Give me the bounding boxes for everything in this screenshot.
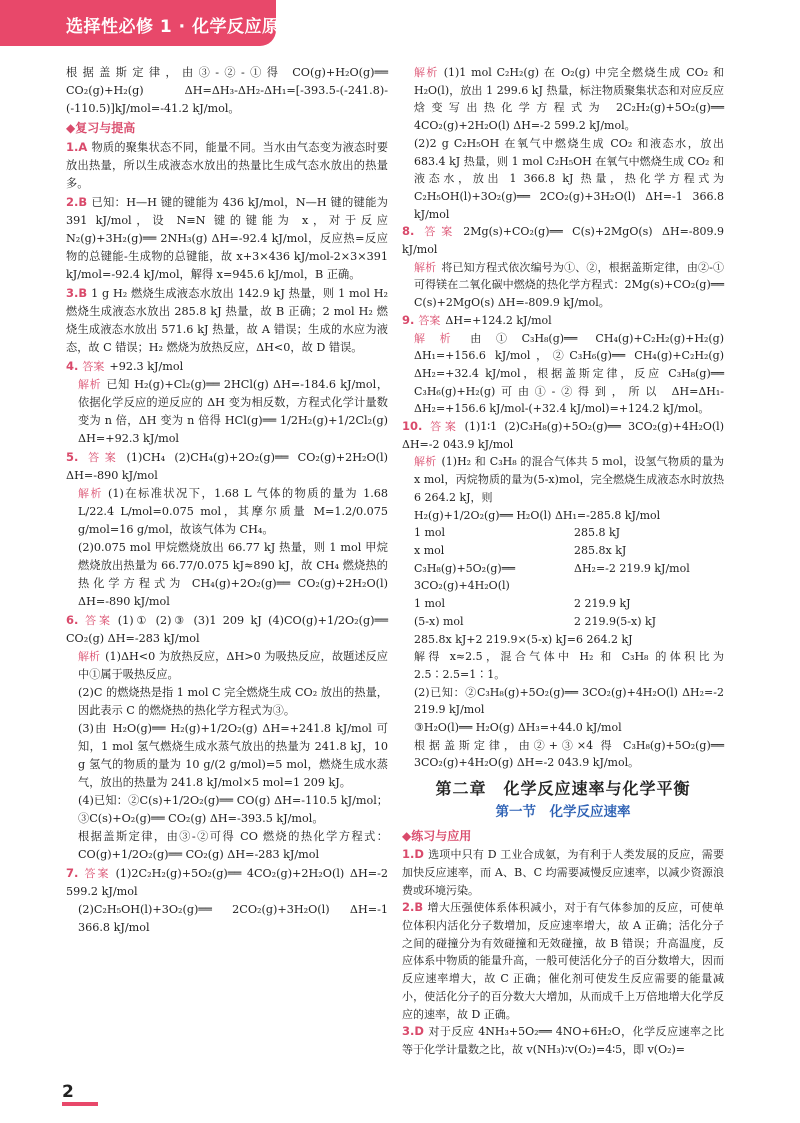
answer-label: 答案 xyxy=(418,313,441,327)
paragraph xyxy=(402,631,724,649)
paragraph-text: 解得 x≈2.5，混合气体中 H₂ 和 C₃H₈ 的体积比为 2.5∶2.5=1∶1。 xyxy=(414,650,724,681)
item-text: 由①C₃H₈(g)══ CH₄(g)+C₂H₂(g)+H₂(g) ΔH₁=+156.6 kJ/mol，②C₃H₆(g)══ CH₄(g)+C₂H₂(g) ΔH₂=+32.4 kJ/mol，根据盖斯定律，反应 C₃H₈(g)══ C₃H₆(g)+H₂(g)可由①-②得到，所以 ΔH=ΔH₁-ΔH₂=+156.6 kJ/mol-(+32.4 kJ/mol)=+124.2 kJ/mol。 xyxy=(414,331,724,416)
item-number: 3.B xyxy=(66,286,88,300)
item-text: +92.3 kJ/mol xyxy=(109,360,184,373)
analysis-label: 解析 xyxy=(414,260,437,274)
calc-right: ΔH₂=-2 219.9 kJ/mol xyxy=(574,561,690,575)
paragraph xyxy=(66,720,388,792)
item-number: 6. xyxy=(66,613,79,627)
item-number: 7. xyxy=(66,866,79,880)
analysis-label: 解析 xyxy=(414,455,437,469)
item-text: (1)① (2)③ (3)1 209 kJ (4)CO(g)+1/2O₂(g)══ CO₂(g) ΔH=-283 kJ/mol xyxy=(66,614,389,645)
answer-label: 答案 xyxy=(82,451,122,464)
section-heading: ◆复习与提高 xyxy=(66,121,136,135)
item-number: 10. xyxy=(402,419,423,434)
answer-label: 答案 xyxy=(418,225,459,239)
left-column xyxy=(66,64,388,937)
answer-item xyxy=(66,193,388,284)
paragraph-text: (2)C 的燃烧热是指 1 mol C 完全燃烧生成 CO₂ 放出的热量，因此表示 C 的燃烧热的热化学方程式为③。 xyxy=(78,686,388,717)
analysis-item xyxy=(402,330,724,419)
calc-left: 1 mol xyxy=(414,526,446,540)
answer-item xyxy=(402,899,724,1023)
paragraph xyxy=(402,684,724,719)
header-bar xyxy=(0,0,298,46)
item-text: 选项中只有 D 工业合成氨，为有利于人类发展的反应，需要加快反应速率，而 A、B、C 均需要减慢反应速率，以减少资源浪费或环境污染。 xyxy=(402,848,724,897)
section-heading: ◆练习与应用 xyxy=(402,828,472,843)
item-text: (1)1 mol C₂H₂(g) 在 O₂(g) 中完全燃烧生成 CO₂ 和 H₂O(l)，放出 1 299.6 kJ 热量，标注物质聚集状态和对应反应焓变写出热化学方程式为 2C₂H₂(g)+5O₂(g)══ 4CO₂(g)+2H₂O(l) ΔH=-2 599.2 kJ/mol。 xyxy=(414,66,725,133)
paragraph xyxy=(402,135,724,224)
analysis-label: 解析 xyxy=(78,378,102,391)
answer-item xyxy=(66,448,388,485)
item-text: (1)CH₄ (2)CH₄(g)+2O₂(g)══ CO₂(g)+2H₂O(l) ΔH=-890 kJ/mol xyxy=(66,451,388,482)
item-number: 5. xyxy=(66,450,79,464)
calc-left: 1 mol xyxy=(414,597,446,611)
calc-right: 2 219.9 kJ xyxy=(574,597,631,611)
analysis-item xyxy=(66,485,388,539)
answer-item xyxy=(66,864,388,901)
section-title: 第一节 化学反应速率 xyxy=(495,803,631,820)
item-number: 2.B xyxy=(402,900,424,915)
paragraph xyxy=(66,792,388,828)
calc-right: 285.8x kJ xyxy=(574,543,627,557)
answer-item xyxy=(402,418,724,453)
answer-item xyxy=(402,223,724,258)
calc-row xyxy=(402,542,724,560)
item-text: 已知 H₂(g)+Cl₂(g)══ 2HCl(g) ΔH=-184.6 kJ/mol，依据化学反应的逆反应的 ΔH 变为相反数，方程式化学计量数变为 n 倍，ΔH 变为 n 倍得 HCl(g)══ 1/2H₂(g)+1/2Cl₂(g) ΔH=+92.3 kJ/mol xyxy=(78,378,389,445)
item-text: 1 g H₂ 燃烧生成液态水放出 142.9 kJ 热量，则 1 mol H₂ 燃烧生成液态水放出 285.8 kJ 热量，故 B 正确；2 mol H₂ 燃烧生成液态水放出 571.6 kJ 热量，故 A 错误；生成的水应为液态，故 C 错误；H₂ 燃烧为放热反应，ΔH<0，故 D 错误。 xyxy=(66,287,388,354)
item-number: 1.A xyxy=(66,140,88,154)
paragraph-text: (2)C₂H₅OH(l)+3O₂(g)══ 2CO₂(g)+3H₂O(l) ΔH=-1 366.8 kJ/mol xyxy=(78,903,388,934)
item-text: 将已知方程式依次编号为①、②，根据盖斯定律，由②-①可得镁在二氧化碳中燃烧的热化学方程式：2Mg(s)+CO₂(g)══ C(s)+2MgO(s) ΔH=-809.9 kJ/mol。 xyxy=(414,260,725,310)
analysis-item xyxy=(66,376,388,448)
answer-label: 答案 xyxy=(82,614,113,627)
answer-item xyxy=(402,846,724,899)
chapter-title: 第二章 化学反应速率与化学平衡 xyxy=(435,779,691,799)
paragraph-text: ③H₂O(l)══ H₂O(g) ΔH₃=+44.0 kJ/mol xyxy=(414,721,622,735)
analysis-label: 解析 xyxy=(414,66,439,79)
paragraph xyxy=(66,684,388,720)
item-text: 增大压强使体系体积减小，对于有气体参加的反应，可使单位体积内活化分子数增加，反应速率增大，故 A 正确；活化分子之间的碰撞分为有效碰撞和无效碰撞，故 B 错误；升高温度，反应体系中物质的能量升高，一般可使活化分子的百分数增大，因而反应速率增大，故 C 正确；催化剂可使发生反应需要的能量减小，使活化分子的百分数大大增加，从而成千上万倍地增大化学反应的速率，故 D 正确。 xyxy=(402,901,724,1021)
calc-right: 285.8 kJ xyxy=(574,526,621,540)
calc-right: 2 219.9(5-x) kJ xyxy=(574,614,657,628)
item-text: ΔH=+124.2 kJ/mol xyxy=(445,313,552,327)
answer-label: 答案 xyxy=(426,420,460,434)
paragraph xyxy=(402,648,724,683)
item-text: 2Mg(s)+CO₂(g)══ C(s)+2MgO(s) ΔH=-809.9 kJ/mol xyxy=(402,225,725,257)
paragraph-text: 根据盖斯定律，由②+③×4 得 C₃H₈(g)+5O₂(g)══ 3CO₂(g)+4H₂O(g) ΔH=-2 043.9 kJ/mol。 xyxy=(414,738,724,770)
answer-label: 答案 xyxy=(82,867,111,880)
paragraph-text: 285.8x kJ+2 219.9×(5-x) kJ=6 264.2 kJ xyxy=(414,632,633,646)
item-text: (1)1∶1 (2)C₃H₈(g)+5O₂(g)══ 3CO₂(g)+4H₂O(l) ΔH=-2 043.9 kJ/mol xyxy=(402,420,724,451)
paragraph xyxy=(66,64,388,118)
paragraph-text: (4)已知：②C(s)+1/2O₂(g)══ CO(g) ΔH=-110.5 kJ/mol；③C(s)+O₂(g)══ CO₂(g) ΔH=-393.5 kJ/mol。 xyxy=(78,794,388,825)
item-text: (1)ΔH<0 为放热反应，ΔH>0 为吸热反应，故题述反应中①属于吸热反应。 xyxy=(78,650,388,681)
item-number: 4. xyxy=(66,359,79,373)
paragraph xyxy=(402,507,724,525)
calc-left: (5-x) mol xyxy=(414,614,464,628)
calc-left: C₃H₈(g)+5O₂(g)══ 3CO₂(g)+4H₂O(l) xyxy=(414,561,515,593)
paragraph xyxy=(66,901,388,937)
page-number: 2 xyxy=(62,1082,74,1102)
paragraph xyxy=(402,737,724,772)
paragraph-text: (2)0.075 mol 甲烷燃烧放出 66.77 kJ 热量，则 1 mol 甲烷燃烧放出热量为 66.77/0.075 kJ≈890 kJ，故 CH₄ 燃烧热的热化学方程式为 CH₄(g)+2O₂(g)══ CO₂(g)+2H₂O(l) ΔH=-890 kJ/mol xyxy=(78,541,388,608)
answer-item xyxy=(66,284,388,357)
analysis-item xyxy=(402,259,724,312)
paragraph-text: H₂(g)+1/2O₂(g)══ H₂O(l) ΔH₁=-285.8 kJ/mol xyxy=(414,508,661,522)
analysis-item xyxy=(402,453,724,506)
answer-item xyxy=(402,1023,724,1058)
paragraph xyxy=(66,828,388,864)
item-number: 9. xyxy=(402,312,415,327)
paragraph xyxy=(66,539,388,611)
paragraph-text: (2)已知：②C₃H₈(g)+5O₂(g)══ 3CO₂(g)+4H₂O(l) ΔH₂=-2 219.9 kJ/mol xyxy=(414,685,724,717)
item-text: (1)H₂ 和 C₃H₈ 的混合气体共 5 mol，设氢气物质的量为 x mol，丙烷物质的量为(5-x)mol，完全燃烧生成液态水时放热 6 264.2 kJ，则 xyxy=(414,455,724,504)
item-number: 1.D xyxy=(402,847,424,862)
paragraph-text: 根据盖斯定律，由③-②-①得 CO(g)+H₂O(g)══ CO₂(g)+H₂(g) ΔH=ΔH₃-ΔH₂-ΔH₁=[-393.5-(-241.8)-(-110.5)]kJ/mol=-41.2 kJ/mol。 xyxy=(66,66,388,115)
item-text: 已知：H—H 键的键能为 436 kJ/mol，N—H 键的键能为 391 kJ/mol，设 N≡N 键的键能为 x，对于反应 N₂(g)+3H₂(g)══ 2NH₃(g) ΔH=-92.4 kJ/mol，反应热=反应物的总键能-生成物的总键能，故 x+3×436 kJ/mol-2×3×391 kJ/mol=-92.4 kJ/mol，解得 x=945.6 kJ/mol，B 正确。 xyxy=(66,196,388,281)
item-text: 对于反应 4NH₃+5O₂══ 4NO+6H₂O，化学反应速率之比等于化学计量数之比，故 v(NH₃)∶v(O₂)=4∶5，即 v(O₂)= xyxy=(402,1025,724,1056)
answer-item xyxy=(66,611,388,648)
calc-row xyxy=(402,595,724,613)
paragraph-text: (3)由 H₂O(g)══ H₂(g)+1/2O₂(g) ΔH=+241.8 kJ/mol 可知，1 mol 氢气燃烧生成水蒸气放出的热量为 241.8 kJ，10 g 氢气的物质的量为 10 g/(2 g/mol)=5 mol，燃烧生成水蒸气，放出的热量为 241.8 kJ/mol×5 mol=1 209 kJ。 xyxy=(78,722,388,789)
answer-item xyxy=(66,357,388,376)
analysis-label: 解析 xyxy=(78,650,101,663)
paragraph-text: 根据盖斯定律，由③-②可得 CO 燃烧的热化学方程式：CO(g)+1/2O₂(g)══ CO₂(g) ΔH=-283 kJ/mol xyxy=(78,830,388,861)
analysis-label: 解析 xyxy=(78,487,103,500)
page-number-bar xyxy=(62,1102,98,1106)
item-number: 3.D xyxy=(402,1024,424,1039)
item-text: (1)2C₂H₂(g)+5O₂(g)══ 4CO₂(g)+2H₂O(l) ΔH=-2 599.2 kJ/mol xyxy=(66,867,388,898)
answer-item xyxy=(402,312,724,330)
calc-row xyxy=(402,613,724,631)
analysis-label: 解析 xyxy=(414,331,466,345)
item-number: 8. xyxy=(402,224,415,239)
calc-left: x mol xyxy=(414,543,445,557)
right-column xyxy=(402,64,724,1059)
analysis-item xyxy=(402,64,724,135)
item-text: 物质的聚集状态不同，能量不同。当水由气态变为液态时要放出热量，所以生成液态水放出的热量比生成气态水放出的热量多。 xyxy=(66,141,388,190)
answer-label: 答案 xyxy=(82,360,105,373)
answer-item xyxy=(66,138,388,193)
paragraph xyxy=(402,719,724,737)
analysis-item xyxy=(66,648,388,684)
calc-row xyxy=(402,524,724,542)
calc-row xyxy=(402,560,724,595)
item-text: (1)在标准状况下，1.68 L 气体的物质的量为 1.68 L/22.4 L/mol=0.075 mol，其摩尔质量 M=1.2/0.075 g/mol=16 g/mol，故该气体为 CH₄。 xyxy=(78,487,389,536)
item-number: 2.B xyxy=(66,195,88,209)
book-title: 选择性必修 1 · 化学反应原理 xyxy=(66,17,298,37)
paragraph-text: (2)2 g C₂H₅OH 在氧气中燃烧生成 CO₂ 和液态水，放出 683.4 kJ 热量，则 1 mol C₂H₅OH 在氧气中燃烧生成 CO₂ 和液态水，放出 1 366.8 kJ 热量，热化学方程式为 C₂H₅OH(l)+3O₂(g)══ 2CO₂(g)+3H₂O(l) ΔH=-1 366.8 kJ/mol xyxy=(414,136,724,221)
